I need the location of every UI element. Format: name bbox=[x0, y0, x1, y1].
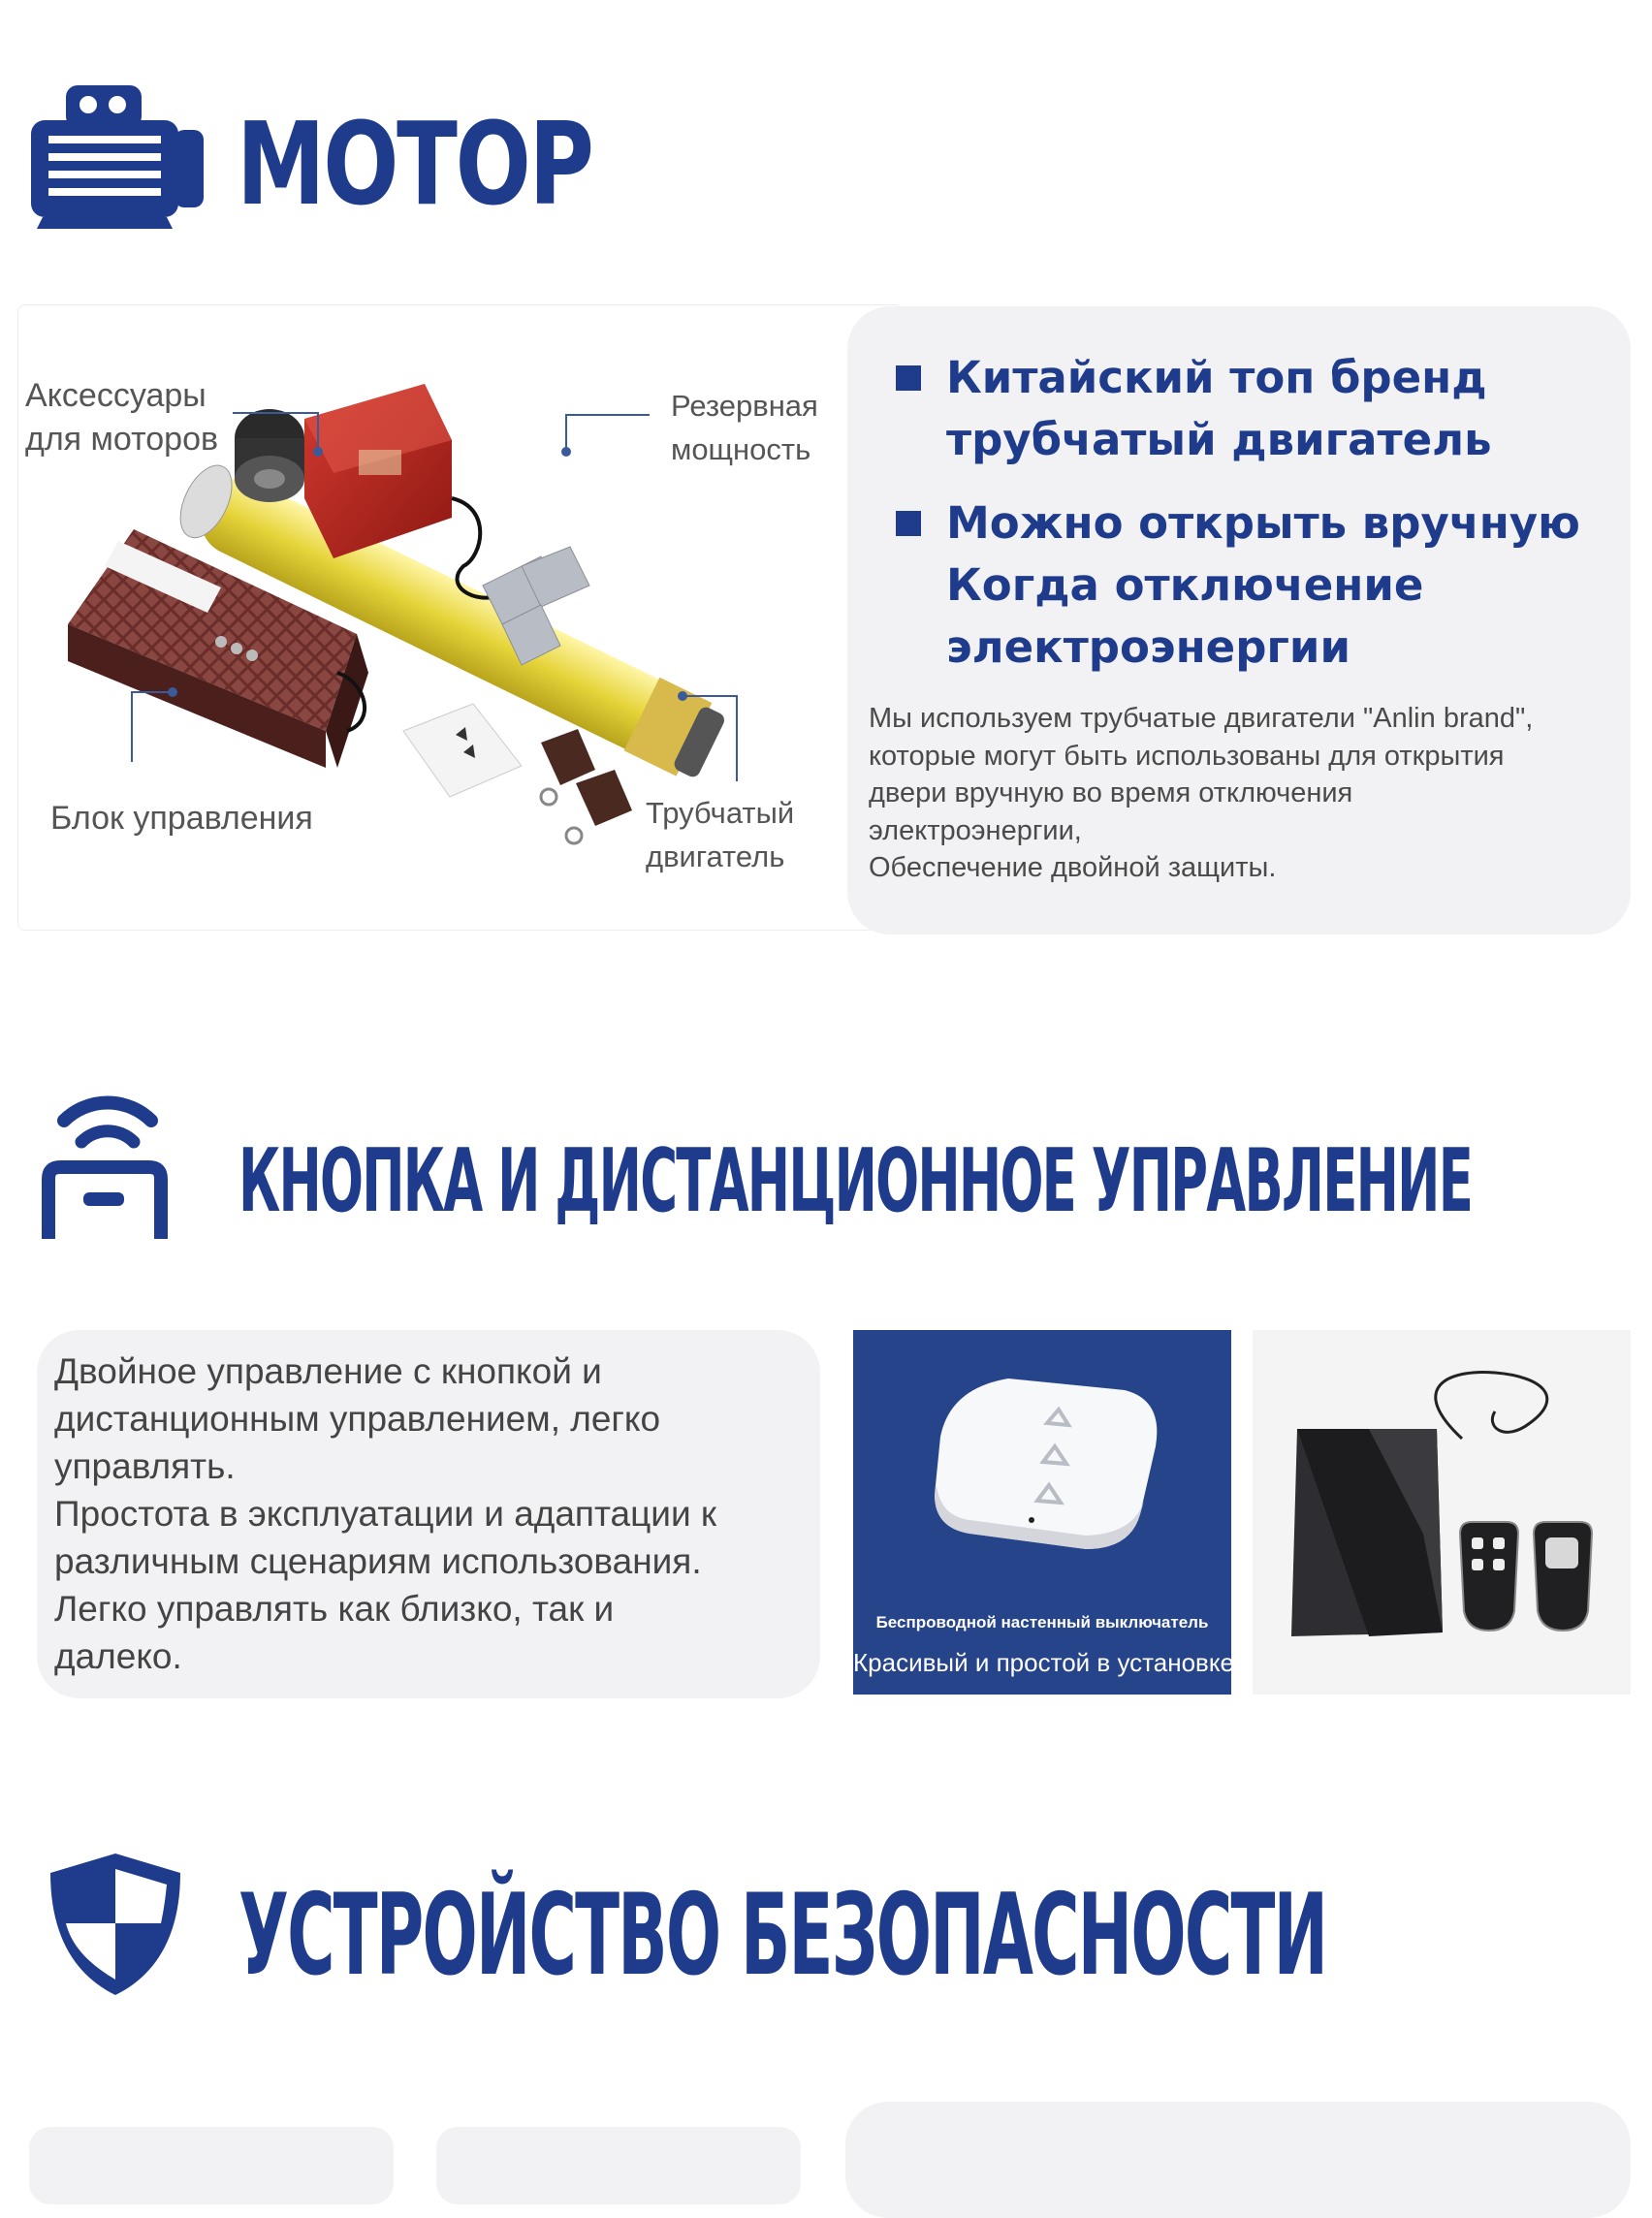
safety-info-card bbox=[845, 2102, 1631, 2218]
bullet-item bbox=[896, 492, 1613, 679]
motor-icon bbox=[29, 85, 206, 229]
bullet-square-icon bbox=[896, 511, 921, 536]
wall-switch-small-illustration bbox=[403, 704, 522, 797]
control-title: КНОПКА И ДИСТАНЦИОННОЕ УПРАВЛЕНИЕ bbox=[238, 1130, 1473, 1232]
callout-tubular-motor: Трубчатый двигатель bbox=[646, 796, 795, 873]
safety-title: УСТРОЙСТВО БЕЗОПАСНОСТИ bbox=[238, 1870, 1327, 2001]
safety-image-card-1 bbox=[29, 2127, 394, 2204]
motor-description: Мы используем трубчатые двигатели "Anlin brand", которые могут быть использованы для открытия двери вручную во время отключения электроэнергии, Обеспечение двойной защиты. bbox=[869, 703, 1534, 883]
bullet-text: Можно открыть вручную Когда отключение электроэнергии bbox=[946, 497, 1580, 673]
callout-backup-power: Резервная мощность bbox=[671, 389, 818, 466]
motor-title: МОТОР bbox=[237, 97, 592, 231]
remote-signal-icon bbox=[39, 1084, 171, 1241]
wall-switch-subcaption: Красивый и простой в установке bbox=[853, 1648, 1234, 1677]
safety-image-card-2 bbox=[436, 2127, 801, 2204]
accessory-cap-illustration bbox=[235, 409, 304, 502]
bullet-text: Китайский топ бренд трубчатый двигатель bbox=[946, 352, 1492, 465]
wall-switch-illustration bbox=[853, 1330, 1231, 1611]
wall-switch-caption: Беспроводной настенный выключатель bbox=[875, 1613, 1209, 1632]
remote-fobs-illustration bbox=[541, 729, 632, 843]
shield-icon bbox=[47, 1850, 184, 1999]
callout-accessories: Аксессуары для моторов bbox=[25, 377, 219, 458]
motor-bullets bbox=[896, 347, 1613, 700]
bullet-square-icon bbox=[896, 365, 921, 391]
bullet-item bbox=[896, 347, 1613, 471]
callout-control-unit: Блок управления bbox=[50, 800, 313, 837]
control-description: Двойное управление с кнопкой и дистанционным управлением, легко управлять. Простота в эксплуатации и адаптации к различным сценариям использования. Легко управлять как близко, так и далеко. bbox=[54, 1351, 717, 1676]
controller-remotes-illustration bbox=[1253, 1330, 1631, 1695]
